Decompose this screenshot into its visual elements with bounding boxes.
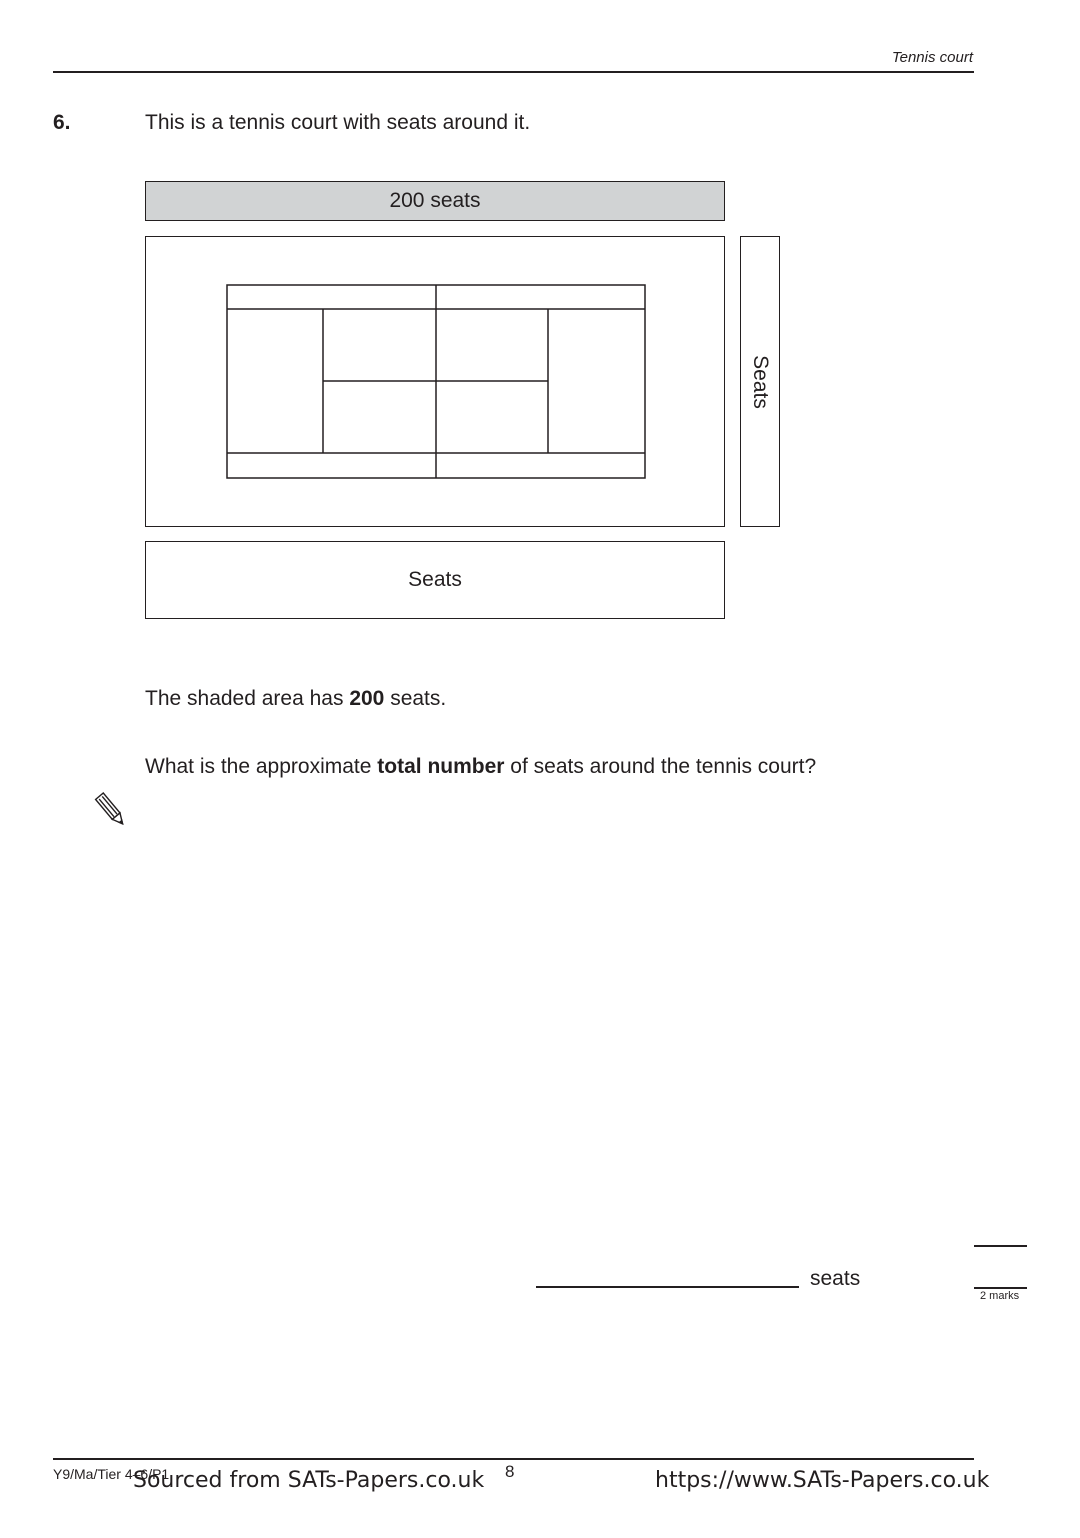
side-seats-block <box>740 236 780 527</box>
page-number: 8 <box>505 1462 515 1481</box>
statement-text <box>145 687 446 711</box>
bottom-seats-label: Seats <box>408 568 462 591</box>
source-credit: Sourced from SATs-Papers.co.uk <box>133 1468 485 1493</box>
pencil-icon <box>94 790 128 830</box>
paper-code: Y9/Ma/Tier 4–6/P1 <box>53 1466 170 1482</box>
section-title: Tennis court <box>891 49 973 66</box>
ask-post: of seats around the tennis court? <box>504 755 817 778</box>
ask-bold: total number <box>377 755 505 778</box>
tennis-court-diagram <box>226 284 646 480</box>
header-rule <box>53 71 974 73</box>
question-ask <box>145 755 816 779</box>
marks-bottom-line <box>974 1287 1027 1289</box>
marks-label: 2 marks <box>980 1290 1020 1302</box>
marks-top-line <box>974 1245 1027 1247</box>
footer-rule <box>53 1458 974 1460</box>
answer-unit: seats <box>810 1267 861 1290</box>
question-intro: This is a tennis court with seats around it. <box>145 111 531 134</box>
source-url[interactable]: https://www.SATs-Papers.co.uk <box>655 1468 990 1493</box>
side-seats-label: Seats <box>749 354 773 409</box>
shaded-seats-label: 200 seats <box>389 189 481 212</box>
statement-bold: 200 <box>349 687 385 710</box>
question-number: 6. <box>53 111 71 134</box>
statement-pre: The shaded area has <box>145 687 350 710</box>
shaded-seats-block <box>145 181 725 221</box>
statement-post: seats. <box>384 687 447 710</box>
answer-line[interactable] <box>536 1286 799 1288</box>
bottom-seats-block <box>145 541 725 619</box>
ask-pre: What is the approximate <box>145 755 378 778</box>
